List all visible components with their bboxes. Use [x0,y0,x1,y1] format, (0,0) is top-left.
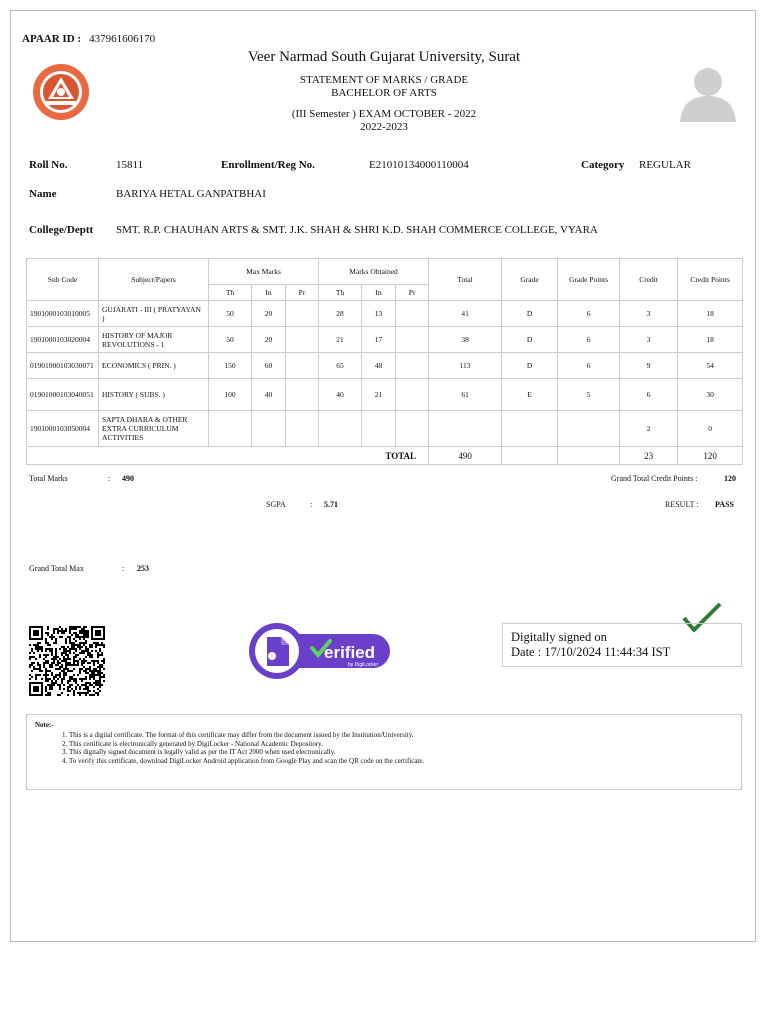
cell-obt-th [319,411,362,447]
grand-credit-label: Grand Total Credit Points : [611,474,698,483]
cell-code: 01901000103040051 [27,379,99,411]
cell-max-in: 20 [252,327,286,353]
digital-signature-box [502,623,742,667]
total-row [27,447,743,465]
cell-obt-pr [396,301,429,327]
cell-total: 113 [429,353,502,379]
student-photo-placeholder [676,62,740,122]
cell-grade-points: 5 [558,379,620,411]
total-marks-label: Total Marks [29,474,68,483]
grand-credit-value: 120 [724,474,736,483]
cell-grade: E [502,379,558,411]
programme-name: BACHELOR OF ARTS [331,87,437,99]
grand-max-label: Grand Total Max [29,564,84,573]
cell-obt-in [362,411,396,447]
cell-max-in [252,411,286,447]
total-marks-value: 490 [122,474,134,483]
cell-max-pr [286,301,319,327]
cell-total: 61 [429,379,502,411]
cell-grade-points: 6 [558,353,620,379]
header-max-pr: Pr [286,285,319,301]
cell-grade: D [502,327,558,353]
cell-total: 38 [429,327,502,353]
cell-credit: 6 [620,379,678,411]
cell-code: 1901000103010005 [27,301,99,327]
category-value: REGULAR [639,159,691,171]
table-row [27,379,743,411]
cell-credit-points: 18 [678,327,743,353]
note-item: 4. To verify this certificate, download DigiLocker Android application from Google Play and scan the QR code on the certificate. [69,757,424,766]
header-max-marks: Max Marks [209,259,319,285]
roll-value: 15811 [116,159,144,171]
cell-grade-points: 6 [558,327,620,353]
badge-subtext: by DigiLocker [348,662,379,668]
cell-max-in: 40 [252,379,286,411]
total-value: 490 [429,447,502,465]
cell-credit: 9 [620,353,678,379]
cell-max-in: 20 [252,301,286,327]
cell-obt-th: 21 [319,327,362,353]
total-credit-points: 120 [678,447,743,465]
name-value: BARIYA HETAL GANPATBHAI [116,188,266,200]
cell-credit-points: 18 [678,301,743,327]
cell-credit: 2 [620,411,678,447]
header-credit: Credit [620,259,678,301]
cell-total [429,411,502,447]
cell-obt-th: 40 [319,379,362,411]
cell-max-pr [286,411,319,447]
header-marks-obtained: Marks Obtained [319,259,429,285]
cell-max-th: 150 [209,353,252,379]
roll-label: Roll No. [29,159,68,171]
header-sub-code: Sub Code [27,259,99,301]
grand-max-value: 253 [137,564,149,573]
enrollment-label: Enrollment/Reg No. [221,159,315,171]
sgpa-label: SGPA [266,500,286,509]
total-label: TOTAL [27,447,429,465]
cell-max-pr [286,353,319,379]
note-item: 1. This is a digital certificate. The format of this certificate may differ from the document issued by the Institution/University. [69,731,424,740]
table-row [27,411,743,447]
cell-obt-pr [396,411,429,447]
signature-date: Date : 17/10/2024 11:44:34 IST [511,645,671,659]
cell-subject: HISTORY OF MAJOR REVOLUTIONS - 1 [99,327,209,353]
result-label: RESULT : [665,500,699,509]
cell-grade: D [502,301,558,327]
cell-obt-in: 48 [362,353,396,379]
cell-grade-points [558,411,620,447]
college-label: College/Deptt [29,224,94,236]
header-grade: Grade [502,259,558,301]
category-label: Category [581,159,625,171]
cell-max-th: 50 [209,301,252,327]
university-logo [32,63,90,121]
cell-max-th: 50 [209,327,252,353]
header-obt-th: Th [319,285,362,301]
cell-obt-in: 21 [362,379,396,411]
cell-subject: SAPTA DHARA & OTHER EXTRA CURRICULUM ACTIVITIES [99,411,209,447]
colon: : [122,564,125,573]
header-subject: Subject/Papers [99,259,209,301]
cell-grade-points: 6 [558,301,620,327]
apaar-id: APAAR ID : 437961606170 [22,33,156,45]
cell-subject: ECONOMICS ( PRIN. ) [99,353,209,379]
cell-obt-pr [396,353,429,379]
cell-max-pr [286,379,319,411]
cell-obt-in: 13 [362,301,396,327]
cell-obt-th: 28 [319,301,362,327]
cell-code: 1901000103050004 [27,411,99,447]
cell-obt-pr [396,379,429,411]
cell-grade [502,411,558,447]
statement-title: STATEMENT OF MARKS / GRADE [299,74,469,86]
verified-badge [248,622,392,680]
header-obt-pr: Pr [396,285,429,301]
table-row [27,327,743,353]
colon: : [108,474,111,483]
cell-credit-points: 0 [678,411,743,447]
cell-credit-points: 54 [678,353,743,379]
signature-line-1: Digitally signed on [511,630,607,644]
cell-subject: GUJARATI - III ( PRATYAYAN ) [99,301,209,327]
college-value: SMT. R.P. CHAUHAN ARTS & SMT. J.K. SHAH & SHRI K.D. SHAH COMMERCE COLLEGE, VYARA [116,224,598,236]
notes-title: Note:- [35,721,54,729]
cell-max-th [209,411,252,447]
table-row [27,301,743,327]
cell-grade: D [502,353,558,379]
cell-code: 01901000103030071 [27,353,99,379]
result-value: PASS [715,500,734,509]
exam-name: (III Semester ) EXAM OCTOBER - 2022 [291,108,477,120]
university-name: Veer Narmad South Gujarat University, Surat [247,49,521,65]
header-credit-points: Credit Points [678,259,743,301]
cell-credit: 3 [620,301,678,327]
cell-credit: 3 [620,327,678,353]
table-row [27,353,743,379]
cell-obt-in: 17 [362,327,396,353]
total-credit: 23 [620,447,678,465]
cell-subject: HISTORY ( SUBS. ) [99,379,209,411]
qr-code [29,626,105,696]
header-obt-in: In [362,285,396,301]
note-item: 2. This certificate is electronically generated by DigiLocker - National Academic Depository. [69,740,424,749]
badge-text: erified [324,643,376,662]
cell-obt-pr [396,327,429,353]
enrollment-value: E21010134000110004 [369,159,469,171]
header-max-in: In [252,285,286,301]
cell-total: 41 [429,301,502,327]
cell-max-pr [286,327,319,353]
header-grade-points: Grade Points [558,259,620,301]
notes-box [26,714,742,790]
cell-obt-th: 65 [319,353,362,379]
academic-year: 2022-2023 [360,121,408,133]
marks-table [26,258,743,465]
cell-max-th: 100 [209,379,252,411]
header-total: Total [429,259,502,301]
cell-max-in: 60 [252,353,286,379]
note-item: 3. This digitally signed document is legally valid as per the IT Act 2000 when used electronically. [69,748,424,757]
cell-credit-points: 30 [678,379,743,411]
header-max-th: Th [209,285,252,301]
sgpa-value: 5.71 [324,500,338,509]
name-label: Name [29,188,57,200]
colon: : [310,500,313,509]
cell-code: 1901000103020004 [27,327,99,353]
